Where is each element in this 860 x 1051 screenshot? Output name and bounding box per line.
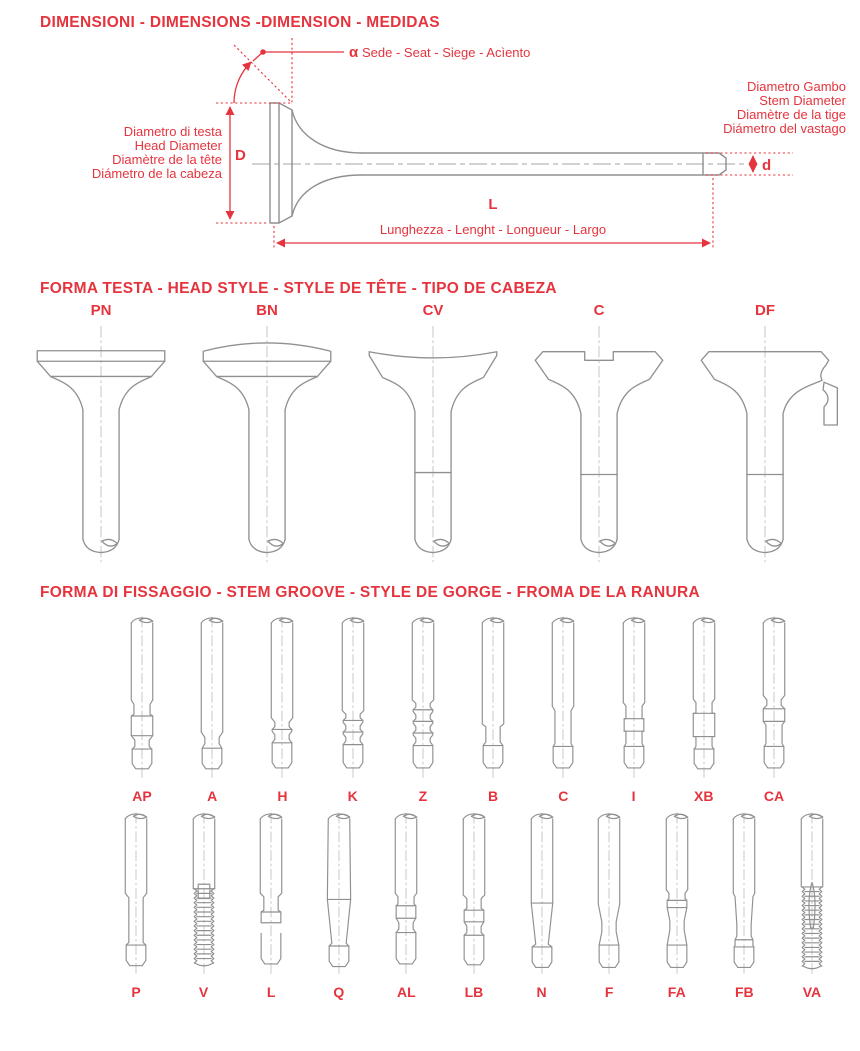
stem-groove-label-V: V: [198, 984, 209, 1000]
stem-groove-figure-A: [188, 614, 236, 784]
stem-groove-item-K: [329, 614, 377, 804]
stem-groove-label-H: H: [277, 788, 288, 804]
head-diameter-line-3: Diamètre de la tête: [112, 152, 222, 167]
stem-groove-item-C: [539, 614, 587, 804]
stem-groove-item-F: [585, 810, 633, 1000]
stem-groove-label-B: B: [488, 788, 499, 804]
stem-groove-label-P: P: [131, 984, 141, 1000]
stem-groove-figure-N: [518, 810, 566, 980]
stem-groove-label-FB: FB: [735, 984, 754, 1000]
head-diameter-symbol: D: [235, 147, 246, 164]
alpha-symbol: α: [349, 44, 359, 61]
stem-groove-figure-Z: [399, 614, 447, 784]
head-style-figure-bn: [188, 322, 346, 568]
head-diameter-line-1: Diametro di testa: [123, 124, 222, 139]
stem-groove-item-A: [188, 614, 236, 804]
head-diameter-line-4: Diámetro de la cabeza: [91, 166, 222, 181]
head-style-label-df: DF: [755, 302, 775, 319]
stem-groove-item-I: [610, 614, 658, 804]
stem-groove-figure-VA: [788, 810, 836, 980]
stem-groove-label-F: F: [604, 984, 614, 1000]
valve-head-outline: [270, 103, 292, 223]
head-style-label-cv: CV: [422, 302, 444, 319]
length-label: Lunghezza - Lenght - Longueur - Largo: [379, 222, 607, 237]
head-style-label-pn: PN: [90, 302, 112, 319]
stem-groove-figure-C: [539, 614, 587, 784]
seat-label: Sede - Seat - Siege - Acìento: [362, 45, 531, 60]
dimensions-title: DIMENSIONI - DIMENSIONS -DIMENSION - MEDIDAS: [40, 14, 440, 31]
stem-grooves-row-1: [0, 614, 860, 804]
stem-groove-label-VA: VA: [802, 984, 822, 1000]
stem-groove-label-C: C: [558, 788, 569, 804]
stem-groove-figure-FA: [653, 810, 701, 980]
head-style-label-bn: BN: [256, 302, 278, 319]
stem-groove-label-Q: Q: [333, 984, 345, 1000]
stem-grooves-row-2: [0, 810, 860, 1000]
head-style-bn: [188, 302, 346, 568]
stem-groove-figure-LB: [450, 810, 498, 980]
seat-leader-line: [253, 52, 344, 61]
stem-groove-label-N: N: [536, 984, 547, 1000]
stem-groove-figure-F: [585, 810, 633, 980]
stem-groove-item-FA: [653, 810, 701, 1000]
stem-groove-figure-P: [112, 810, 160, 980]
stem-groove-item-V: [180, 810, 228, 1000]
stem-groove-label-FA: FA: [667, 984, 686, 1000]
stem-groove-label-Z: Z: [418, 788, 428, 804]
stem-groove-figure-XB: [680, 614, 728, 784]
dimensions-drawing: [0, 32, 860, 272]
head-style-pn: [22, 302, 180, 568]
stem-groove-figure-CA: [750, 614, 798, 784]
head-style-label-c: C: [593, 302, 605, 319]
head-style-figure-df: [686, 322, 844, 568]
stem-diameter-symbol: d: [762, 157, 772, 174]
stem-groove-figure-K: [329, 614, 377, 784]
head-style-figure-pn: [22, 322, 180, 568]
stem-groove-item-VA: [788, 810, 836, 1000]
stem-groove-label-AP: AP: [132, 788, 152, 804]
stem-groove-item-LB: [450, 810, 498, 1000]
length-symbol: L: [488, 196, 498, 213]
stem-groove-label-K: K: [347, 788, 358, 804]
head-style-cv: [354, 302, 512, 568]
stem-groove-item-L: [247, 810, 295, 1000]
stem-grooves-title: FORMA DI FISSAGGIO - STEM GROOVE - STYLE DE GORGE - FROMA DE LA RANURA: [40, 584, 700, 601]
stem-groove-figure-V: [180, 810, 228, 980]
stem-groove-label-AL: AL: [397, 984, 416, 1000]
stem-groove-item-B: [469, 614, 517, 804]
stem-diameter-line-1: Diametro Gambo: [747, 79, 846, 94]
stem-groove-item-AL: [382, 810, 430, 1000]
head-styles-title: FORMA TESTA - HEAD STYLE - STYLE DE TÊTE - TIPO DE CABEZA: [40, 280, 557, 297]
stem-groove-label-I: I: [631, 788, 636, 804]
head-style-figure-cv: [354, 322, 512, 568]
stem-groove-figure-L: [247, 810, 295, 980]
stem-diameter-line-2: Stem Diameter: [759, 93, 846, 108]
seat-angle-arc-arrow: [234, 62, 251, 103]
stem-diameter-line-4: Diámetro del vastago: [723, 121, 846, 136]
stem-groove-item-H: [258, 614, 306, 804]
stem-groove-label-LB: LB: [464, 984, 484, 1000]
stem-groove-item-XB: [680, 614, 728, 804]
head-diameter-line-2: Head Diameter: [134, 138, 222, 153]
stem-groove-item-Z: [399, 614, 447, 804]
stem-groove-item-CA: [750, 614, 798, 804]
head-style-c: [520, 302, 678, 568]
stem-groove-label-L: L: [266, 984, 276, 1000]
stem-groove-figure-Q: [315, 810, 363, 980]
stem-groove-label-A: A: [207, 788, 218, 804]
stem-groove-figure-AL: [382, 810, 430, 980]
stem-groove-item-Q: [315, 810, 363, 1000]
stem-groove-figure-FB: [720, 810, 768, 980]
head-style-df: [686, 302, 844, 568]
head-style-figure-c: [520, 322, 678, 568]
stem-groove-item-FB: [720, 810, 768, 1000]
stem-groove-item-N: [518, 810, 566, 1000]
stem-groove-figure-I: [610, 614, 658, 784]
stem-diameter-line-3: Diamètre de la tige: [736, 107, 846, 122]
stem-groove-figure-AP: [118, 614, 166, 784]
head-styles-row: [0, 298, 860, 568]
stem-groove-label-XB: XB: [694, 788, 714, 804]
stem-groove-item-AP: [118, 614, 166, 804]
stem-groove-item-P: [112, 810, 160, 1000]
stem-groove-label-CA: CA: [763, 788, 785, 804]
stem-groove-figure-H: [258, 614, 306, 784]
stem-groove-figure-B: [469, 614, 517, 784]
valve-fillets: [292, 110, 362, 216]
